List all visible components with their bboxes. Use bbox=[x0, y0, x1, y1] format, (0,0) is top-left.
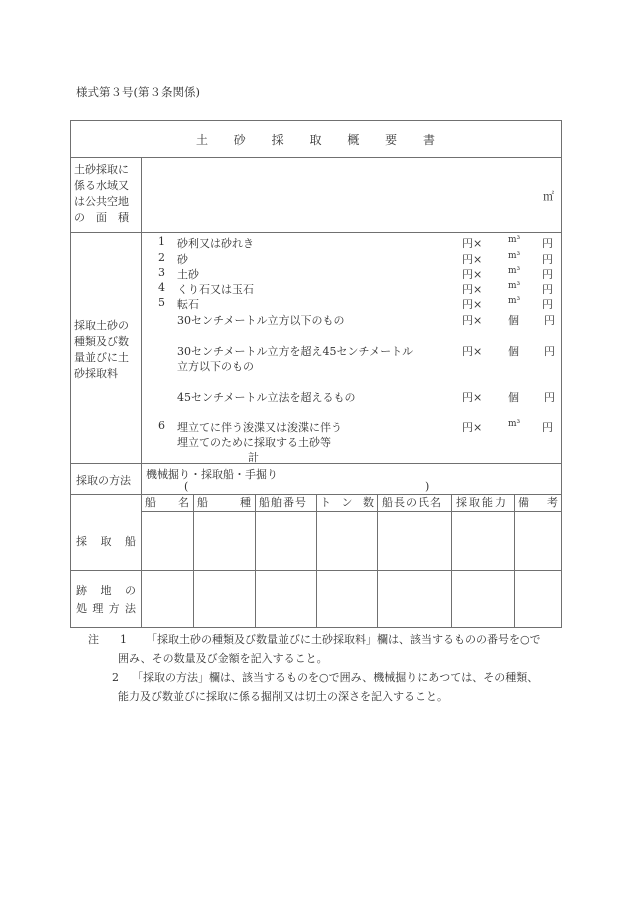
header-char: 数 bbox=[363, 496, 374, 509]
method-paren-open: ( bbox=[184, 480, 189, 493]
label-line: 採取土砂の bbox=[74, 319, 129, 332]
title-char: 砂 bbox=[233, 133, 246, 147]
label-line: 砂採取料 bbox=[74, 367, 118, 380]
item-text: 土砂 bbox=[177, 268, 199, 281]
item-text: 砂利又は砂れき bbox=[177, 237, 254, 250]
table-border-right bbox=[561, 120, 562, 628]
label-line bbox=[76, 582, 136, 600]
amount-unit: 円 bbox=[542, 237, 553, 250]
qty-unit: 個 bbox=[508, 391, 519, 404]
header-char: ン bbox=[341, 496, 353, 509]
item-number: 1 bbox=[158, 235, 165, 248]
method-paren-close: ) bbox=[425, 480, 430, 493]
item-text: 転石 bbox=[177, 298, 199, 311]
price-unit: 円× bbox=[462, 298, 483, 311]
header-char: ト bbox=[320, 496, 331, 509]
label-line: 種類及び数 bbox=[74, 335, 129, 348]
title-char: 書 bbox=[423, 133, 436, 147]
header-ship-name bbox=[145, 496, 189, 510]
document-title bbox=[70, 131, 561, 148]
item-number: 2 bbox=[158, 251, 165, 264]
price-unit: 円× bbox=[462, 391, 483, 404]
label-char: 処 bbox=[76, 602, 87, 615]
qty-unit: m³ bbox=[508, 281, 521, 291]
captain-name-cell[interactable] bbox=[378, 512, 451, 570]
row-separator bbox=[70, 463, 562, 464]
label-line: 土砂採取に bbox=[74, 163, 129, 176]
item-number: 3 bbox=[158, 266, 165, 279]
row-separator bbox=[70, 232, 562, 233]
amount-unit: 円 bbox=[544, 345, 555, 358]
label-char: の bbox=[125, 584, 136, 597]
ship-type-cell[interactable] bbox=[194, 512, 255, 570]
note-text-continued: 囲み、その数量及び金額を記入すること。 bbox=[118, 652, 328, 665]
amount-unit: 円 bbox=[544, 314, 555, 327]
header-capacity bbox=[456, 496, 512, 510]
label-char: 地 bbox=[100, 584, 112, 597]
capacity-cell[interactable] bbox=[452, 512, 514, 570]
area-row-label bbox=[74, 162, 140, 226]
header-char: 船 bbox=[145, 496, 156, 509]
item-text: 埋立てに伴う浚渫又は浚渫に伴う bbox=[177, 421, 342, 434]
qty-unit: 個 bbox=[508, 345, 519, 358]
header-ship-number bbox=[259, 496, 313, 510]
note-text: 「採取の方法」欄は、該当するものを○で囲み、機械掘りにあつては、その種類、 bbox=[132, 671, 539, 684]
price-unit: 円× bbox=[462, 283, 483, 296]
label-line bbox=[76, 600, 136, 618]
title-char: 採 bbox=[271, 133, 284, 147]
title-char: 要 bbox=[385, 133, 398, 147]
ship-row-label bbox=[76, 533, 136, 549]
table-border-left bbox=[70, 120, 71, 628]
note-number: 2 bbox=[112, 671, 119, 684]
amount-unit: 円 bbox=[542, 298, 553, 311]
note-item-1 bbox=[88, 630, 541, 649]
notes bbox=[88, 630, 541, 706]
amount-unit: 円 bbox=[542, 253, 553, 266]
area-unit: ㎡ bbox=[543, 190, 554, 203]
header-char: 名 bbox=[178, 496, 189, 509]
header-char: 種 bbox=[240, 496, 251, 509]
note-text-continued: 能力及び数並びに採取に係る掘削又は切土の深さを記入すること。 bbox=[118, 690, 448, 703]
label-line: 量並びに土 bbox=[74, 351, 129, 364]
form-id: 様式第３号(第３条関係) bbox=[76, 85, 200, 99]
header-tonnage bbox=[320, 496, 374, 510]
header-text: 船長の氏名 bbox=[382, 496, 442, 509]
note-number: 1 bbox=[120, 633, 127, 646]
price-unit: 円× bbox=[462, 421, 483, 434]
note-item-2 bbox=[88, 668, 541, 687]
item-text: 30センチメートル立方以下のもの bbox=[177, 314, 345, 327]
area-input[interactable] bbox=[543, 188, 554, 204]
header-text: 採取能力 bbox=[456, 496, 508, 509]
item-text-continued: 埋立てのために採取する土砂等 bbox=[177, 436, 331, 449]
remarks-cell[interactable] bbox=[515, 512, 561, 570]
total-label: 計 bbox=[248, 451, 259, 464]
title-char: 土 bbox=[195, 133, 208, 147]
qty-unit: m³ bbox=[508, 419, 521, 429]
label-char: 方 bbox=[108, 602, 120, 615]
amount-unit: 円 bbox=[542, 283, 553, 296]
label-char: 理 bbox=[92, 602, 104, 615]
ship-name-cell[interactable] bbox=[142, 512, 193, 570]
row-separator bbox=[70, 157, 562, 158]
label-char: 採 bbox=[76, 535, 87, 548]
label-char: 法 bbox=[124, 602, 136, 615]
tonnage-cell[interactable] bbox=[317, 512, 377, 570]
ship-number-cell[interactable] bbox=[256, 512, 316, 570]
header-char: 船 bbox=[197, 496, 208, 509]
method-row-label: 採取の方法 bbox=[76, 474, 131, 487]
header-text: 船舶番号 bbox=[259, 496, 307, 509]
item-text: くり石又は玉石 bbox=[177, 283, 254, 296]
item-number: 5 bbox=[158, 296, 165, 309]
note-text: 「採取土砂の種類及び数量並びに土砂採取料」欄は、該当するものの番号を○で bbox=[146, 633, 541, 646]
qty-unit: m³ bbox=[508, 251, 521, 261]
qty-unit: 個 bbox=[508, 314, 519, 327]
title-char: 概 bbox=[347, 133, 360, 147]
label-char: 取 bbox=[100, 535, 112, 548]
qty-unit: m³ bbox=[508, 235, 521, 245]
table-border-top bbox=[70, 120, 562, 121]
method-options[interactable]: 機械掘り・採取船・手掘り bbox=[146, 468, 278, 481]
materials-row-label bbox=[74, 318, 140, 382]
header-remarks bbox=[518, 496, 558, 510]
price-unit: 円× bbox=[462, 253, 483, 266]
qty-unit: m³ bbox=[508, 296, 521, 306]
header-captain-name bbox=[382, 496, 448, 510]
header-char: 考 bbox=[547, 496, 558, 509]
price-unit: 円× bbox=[462, 345, 483, 358]
label-char: 跡 bbox=[76, 584, 87, 597]
title-char: 取 bbox=[309, 133, 322, 147]
price-unit: 円× bbox=[462, 314, 483, 327]
item-text-continued: 立方以下のもの bbox=[177, 360, 254, 373]
qty-unit: m³ bbox=[508, 266, 521, 276]
label-char: 船 bbox=[125, 535, 136, 548]
header-char: 備 bbox=[518, 496, 529, 509]
amount-unit: 円 bbox=[542, 421, 553, 434]
item-text: 45センチメートル立法を超えるもの bbox=[177, 391, 356, 404]
item-text: 30センチメートル立方を超え45センチメートル bbox=[177, 345, 414, 358]
label-line: は公共空地 bbox=[74, 195, 129, 208]
item-number: 4 bbox=[158, 281, 165, 294]
site-treatment-label bbox=[76, 582, 136, 618]
item-text: 砂 bbox=[177, 253, 188, 266]
label-line: の 面 積 bbox=[74, 211, 129, 224]
header-ship-type bbox=[197, 496, 251, 510]
price-unit: 円× bbox=[462, 237, 483, 250]
price-unit: 円× bbox=[462, 268, 483, 281]
amount-unit: 円 bbox=[544, 391, 555, 404]
item-number: 6 bbox=[158, 419, 165, 432]
amount-unit: 円 bbox=[542, 268, 553, 281]
label-line: 係る水域又 bbox=[74, 179, 129, 192]
note-prefix: 注 bbox=[88, 633, 99, 646]
